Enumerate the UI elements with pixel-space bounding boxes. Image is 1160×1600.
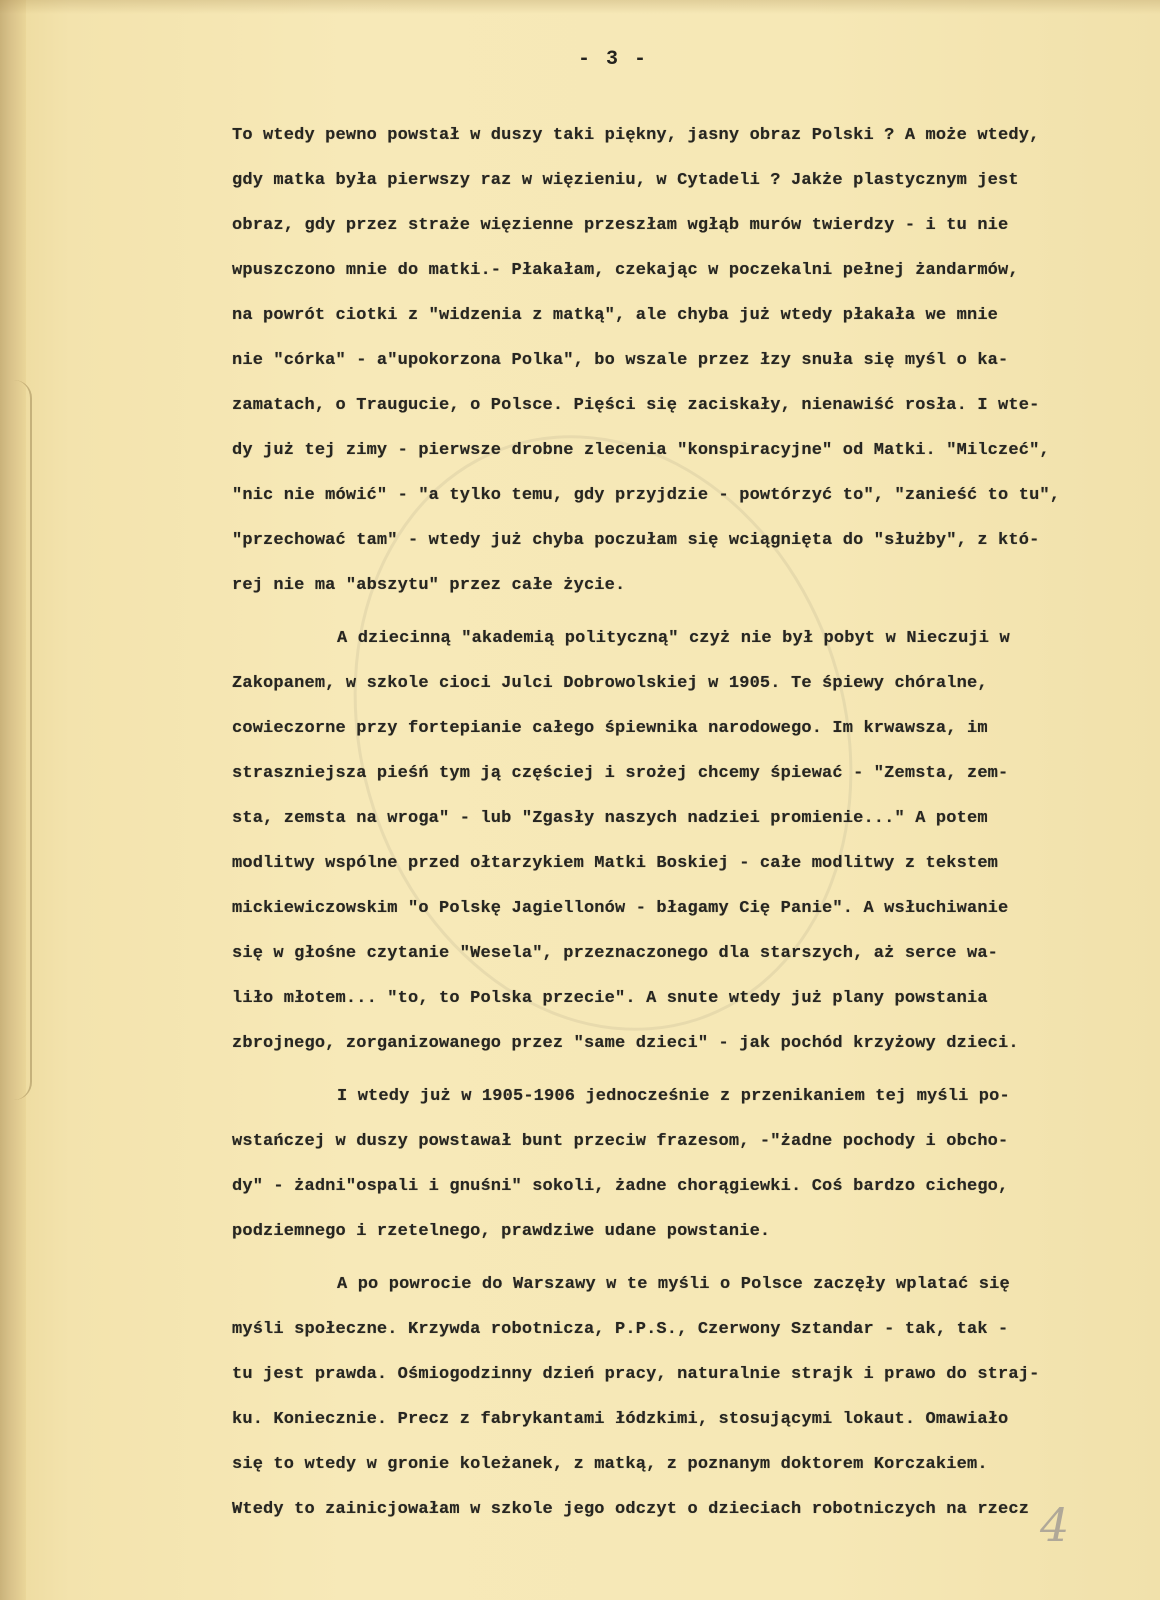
text-line: wstańczej w duszy powstawał bunt przeciw frazesom, -"żadne pochody i obcho- xyxy=(232,1132,1009,1151)
text-line: cowieczorne przy fortepianie całego śpiewnika narodowego. Im krwawsza, im xyxy=(232,719,988,738)
paragraph-start-line: I wtedy już w 1905-1906 jednocześnie z przenikaniem tej myśli po- xyxy=(337,1087,1010,1106)
text-line: podziemnego i rzetelnego, prawdziwe udane powstanie. xyxy=(232,1222,771,1241)
paper-top-shadow xyxy=(0,0,1160,14)
text-line: dy już tej zimy - pierwsze drobne zlecenia "konspiracyjne" od Matki. "Milczeć", xyxy=(232,441,1050,460)
text-line: gdy matka była pierwszy raz w więzieniu, w Cytadeli ? Jakże plastycznym jest xyxy=(232,171,1019,190)
page-number: - 3 - xyxy=(578,48,649,71)
text-line: straszniejsza pieśń tym ją częściej i srożej chcemy śpiewać - "Zemsta, zem- xyxy=(232,764,1009,783)
text-line: na powrót ciotki z "widzenia z matką", ale chyba już wtedy płakała we mnie xyxy=(232,306,999,325)
text-line: się w głośne czytanie "Wesela", przeznaczonego dla starszych, aż serce wa- xyxy=(232,944,999,963)
paragraph-start-line: A dziecinną "akademią polityczną" czyż nie był pobyt w Nieczuji w xyxy=(337,629,1010,648)
paper-fold-line xyxy=(14,380,32,1100)
typewritten-text xyxy=(232,113,1112,1532)
text-line: liło młotem... "to, to Polska przecie". A snute wtedy już plany powstania xyxy=(232,989,988,1008)
text-line: Wtedy to zainicjowałam w szkole jego odczyt o dzieciach robotniczych na rzecz xyxy=(232,1500,1030,1519)
text-line: mickiewiczowskim "o Polskę Jagiellonów - błagamy Cię Panie". A wsłuchiwanie xyxy=(232,899,1009,918)
text-line: "nic nie mówić" - "a tylko temu, gdy przyjdzie - powtórzyć to", "zanieść to tu", xyxy=(232,486,1061,505)
text-line: się to wtedy w gronie koleżanek, z matką, z poznanym doktorem Korczakiem. xyxy=(232,1455,988,1474)
text-line: wpuszczono mnie do matki.- Płakałam, czekając w poczekalni pełnej żandarmów, xyxy=(232,261,1019,280)
handwritten-page-note: 4 xyxy=(1040,1498,1070,1552)
text-line: dy" - żadni"ospali i gnuśni" sokoli, żadne chorągiewki. Coś bardzo cichego, xyxy=(232,1177,1009,1196)
text-line: ku. Koniecznie. Precz z fabrykantami łódzkimi, stosującymi lokaut. Omawiało xyxy=(232,1410,1009,1429)
text-line: zamatach, o Traugucie, o Polsce. Pięści się zaciskały, nienawiść rosła. I wte- xyxy=(232,396,1040,415)
paragraph-start-line: A po powrocie do Warszawy w te myśli o Polsce zaczęły wplatać się xyxy=(337,1275,1010,1294)
text-line: myśli społeczne. Krzywda robotnicza, P.P.S., Czerwony Sztandar - tak, tak - xyxy=(232,1320,1009,1339)
text-line: Zakopanem, w szkole cioci Julci Dobrowolskiej w 1905. Te śpiewy chóralne, xyxy=(232,674,988,693)
text-line: obraz, gdy przez straże więzienne przeszłam wgłąb murów twierdzy - i tu nie xyxy=(232,216,1009,235)
text-line: modlitwy wspólne przed ołtarzykiem Matki Boskiej - całe modlitwy z tekstem xyxy=(232,854,999,873)
text-line: "przechować tam" - wtedy już chyba poczułam się wciągnięta do "służby", z któ- xyxy=(232,531,1040,550)
text-line: tu jest prawda. Ośmiogodzinny dzień pracy, naturalnie strajk i prawo do straj- xyxy=(232,1365,1040,1384)
text-line: nie "córka" - a"upokorzona Polka", bo wszale przez łzy snuła się myśl o ka- xyxy=(232,351,1009,370)
text-line: To wtedy pewno powstał w duszy taki piękny, jasny obraz Polski ? A może wtedy, xyxy=(232,126,1040,145)
text-line: zbrojnego, zorganizowanego przez "same dzieci" - jak pochód krzyżowy dzieci. xyxy=(232,1034,1019,1053)
text-line: sta, zemsta na wroga" - lub "Zgasły naszych nadziei promienie..." A potem xyxy=(232,809,988,828)
text-line: rej nie ma "abszytu" przez całe życie. xyxy=(232,576,626,595)
